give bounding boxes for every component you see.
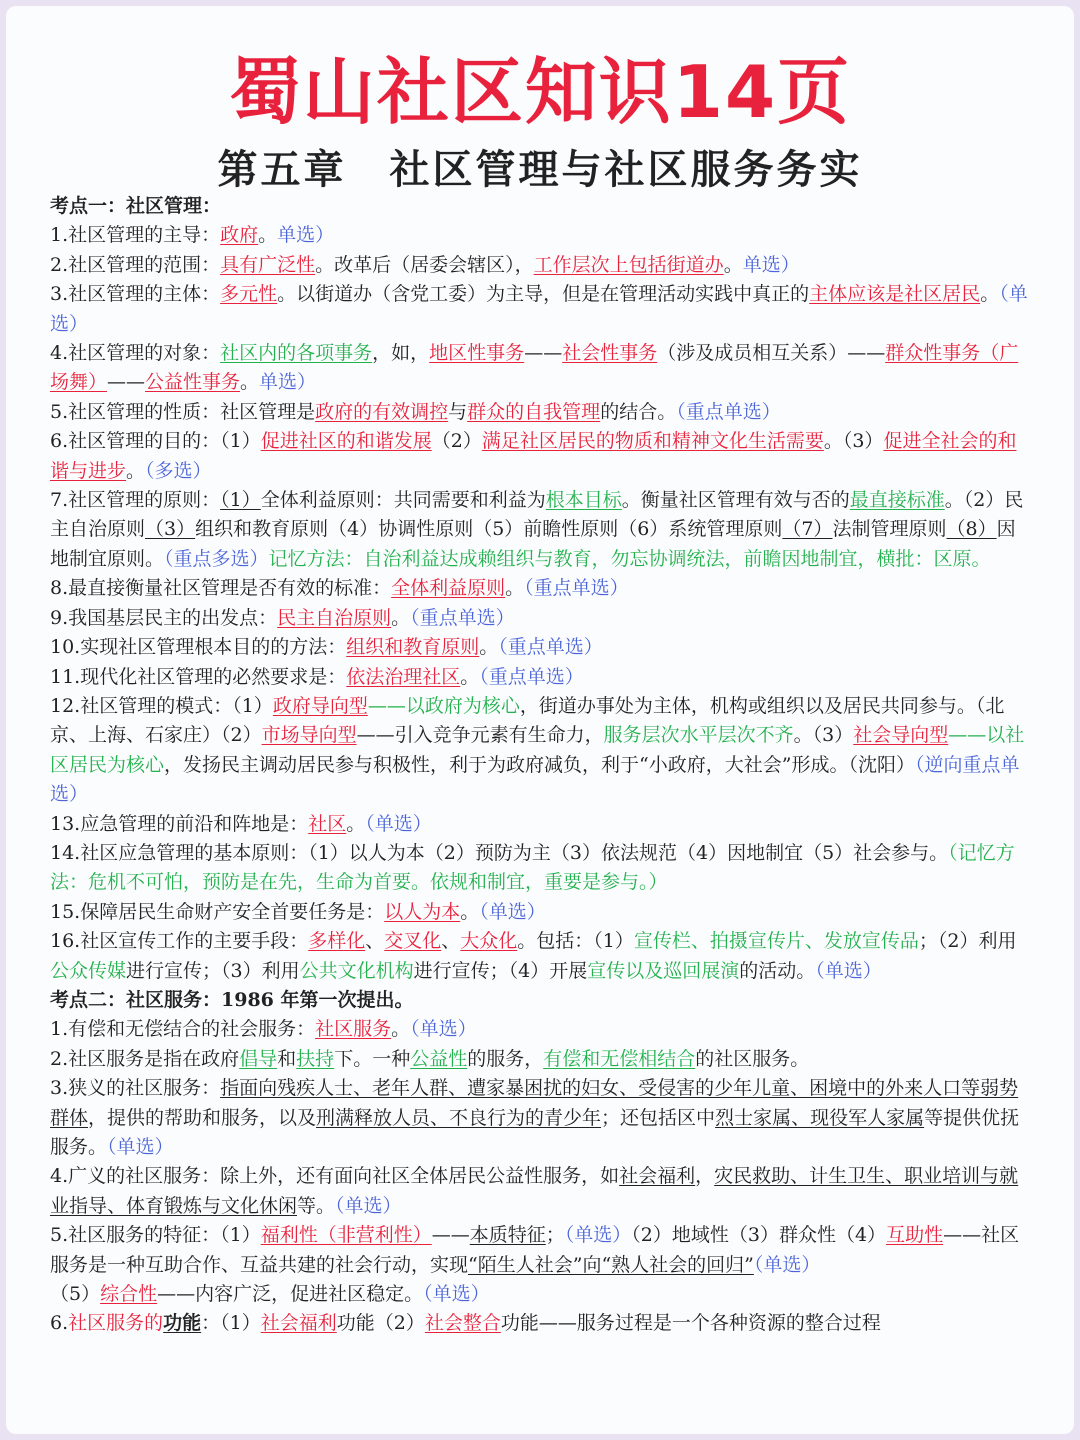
item-15: 15.保障居民生命财产安全首要任务是：以人为本。（单选） [50,900,546,923]
section-heading-1: 考点一：社区管理： [50,195,222,217]
service-item-2: 2.社区服务是指在政府倡导和扶持下。一种公益性的服务，有偿和无偿相结合的社区服务。 [50,1047,810,1070]
content-body [50,192,1034,1339]
chapter-heading: 第五章 社区管理与社区服务务实 [217,146,863,193]
service-item-6: 6.社区服务的功能：（1）社会福利功能（2）社会整合功能——服务过程是一个各种资源的整合过程 [50,1312,881,1335]
service-item-5: 5.社区服务的特征：（1）福利性（非营利性）——本质特征；（单选）（2）地域性（3）群众性（4）互助性——社区服务是一种互助合作、互益共建的社会行动，实现“陌生人社会”向“熟人社会的回归”（单选） （5）综合性——内容广泛，促进社区稳定。（单选） [50,1224,1020,1306]
item-10: 10.实现社区管理根本目的的方法：组织和教育原则。（重点单选） [50,636,603,659]
item-12: 12.社区管理的模式：（1）政府导向型——以政府为核心，街道办事处为主体，机构或组织以及居民共同参与。（北京、上海、石家庄）（2）市场导向型——引入竞争元素有生命力，服务层次水平层次不齐。（3）社会导向型——以社区居民为核心，发扬民主调动居民参与积极性，利于为政府减负，利于“小政府，大社会”形成。（沈阳）（逆向重点单选） [50,694,1025,806]
item-4: 4.社区管理的对象：社区内的各项事务，如，地区性事务——社会性事务（涉及成员相互关系）——群众性事务（广场舞）——公益性事务。单选） [50,342,1019,394]
item-3: 3.社区管理的主体：多元性。以街道办（含党工委）为主导，但是在管理活动实践中真正的主体应该是社区居民。（单选） [50,283,1028,335]
item-6: 6.社区管理的目的：（1）促进社区的和谐发展（2）满足社区居民的物质和精神文化生活需要。（3）促进全社会的和谐与进步。（多选） [50,430,1017,482]
page-title: 蜀山社区知识14页 [228,50,852,134]
item-7: 7.社区管理的原则：（1）全体利益原则：共同需要和利益为根本目标。衡量社区管理有效与否的最直接标准。（2）民主自治原则（3）组织和教育原则（4）协调性原则（5）前瞻性原则（6）系统管理原则（7）法制管理原则（8）因地制宜原则。（重点多选）记忆方法：自治利益达成赖组织与教育，勿忘协调统法，前瞻因地制宜，横批：区原。 [50,489,1024,570]
item-16: 16.社区宣传工作的主要手段：多样化、交叉化、大众化。包括：（1）宣传栏、拍摄宣传片、发放宣传品；（2）利用公众传媒进行宣传；（3）利用公共文化机构进行宣传；（4）开展宣传以及巡回展演的活动。（单选） [50,930,1017,982]
service-item-3: 3.狭义的社区服务：指面向残疾人士、老年人群、遭家暴困扰的妇女、受侵害的少年儿童、困境中的外来人口等弱势群体，提供的帮助和服务，以及刑满释放人员、不良行为的青少年；还包括区中烈士家属、现役军人家属等提供优抚服务。（单选） [50,1077,1020,1158]
item-13: 13.应急管理的前沿和阵地是：社区。（单选） [50,812,432,835]
section-heading-2: 考点二：社区服务：1986 年第一次提出。 [50,988,414,1011]
item-8: 8.最直接衡量社区管理是否有效的标准：全体利益原则。（重点单选） [50,577,629,600]
item-5: 5.社区管理的性质：社区管理是政府的有效调控与群众的自我管理的结合。（重点单选） [50,400,781,423]
item-14: 14.社区应急管理的基本原则：（1）以人为本（2）预防为主（3）依法规范（4）因地制宜（5）社会参与。（记忆方法：危机不可怕，预防是在先，生命为首要。依规和制宜，重要是参与。） [50,841,1015,894]
service-item-4: 4.广义的社区服务：除上外，还有面向社区全体居民公益性服务，如社会福利，灾民救助、计生卫生、职业培训与就业指导、体育锻炼与文化休闲等。（单选） [50,1165,1019,1217]
item-11: 11.现代化社区管理的必然要求是：依法治理社区。（重点单选） [50,665,584,688]
item-2: 2.社区管理的范围：具有广泛性。改革后（居委会辖区），工作层次上包括街道办。单选） [50,253,800,276]
item-9: 9.我国基层民主的出发点：民主自治原则。（重点单选） [50,606,515,629]
service-item-1: 1.有偿和无偿结合的社会服务：社区服务。（单选） [50,1018,477,1041]
item-1: 1.社区管理的主导：政府。单选） [50,224,335,247]
document-page [6,6,1074,1434]
